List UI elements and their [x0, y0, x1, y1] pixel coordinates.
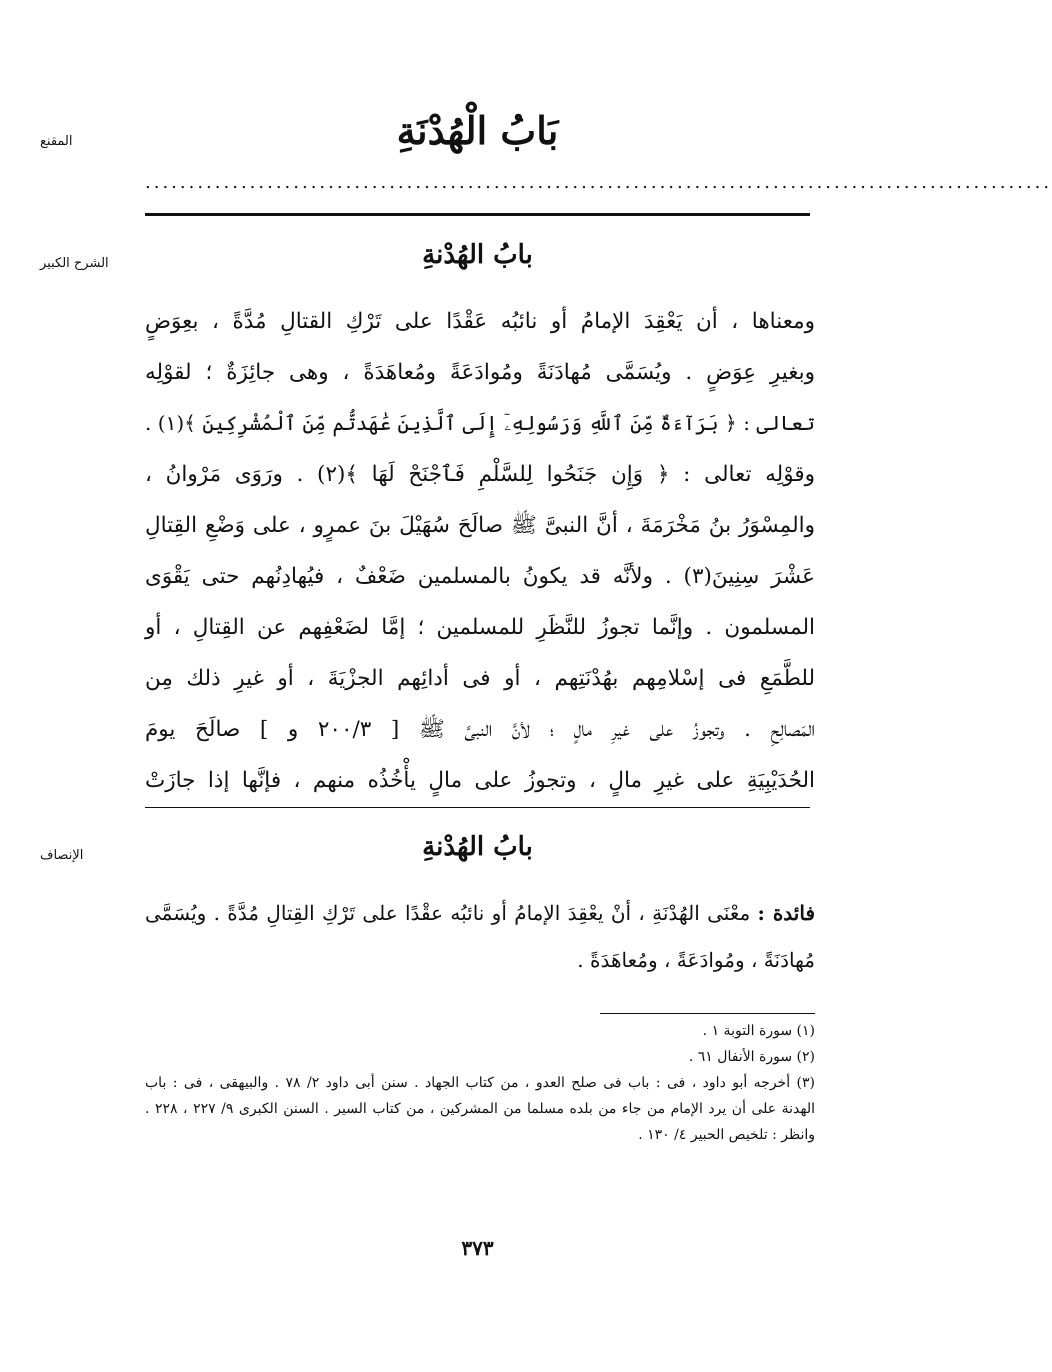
insaf-body — [145, 890, 815, 984]
section-divider-thin — [145, 807, 810, 808]
sharh-line: تعالى : ﴿ بَرَآءَةٌ مِّنَ ٱللَّهِ وَرَسُولِهِۦٓ إِلَى ٱلَّذِينَ عَٰهَدتُّم مِّنَ ٱلْمُشْرِكِينَ ﴾(١) . — [145, 411, 815, 435]
section-divider-thick — [145, 213, 810, 216]
footnote-divider — [600, 1013, 815, 1014]
footnotes — [145, 1018, 815, 1148]
insaf-line: مُهادَنَةً ، ومُوادَعَةً ، ومُعاهَدَةً . — [577, 948, 815, 972]
sharh-line: والمِسْوَرُ بنُ مَخْرَمَةَ ، أنَّ النبىَّ ﷺ صالَحَ سُهَيْلَ بنَ عمرٍو ، على وَضْعِ القِتالِ — [145, 513, 815, 538]
page-number: ٣٧٣ — [461, 1236, 494, 1260]
side-label-muqni: المقنع — [40, 134, 73, 149]
footnote: (٣) أخرجه أبو داود ، فى : باب فى صلح العدو ، من كتاب الجهاد . سنن أبى داود ٢/ ٧٨ . والبيهقى ، فى : باب — [145, 1075, 815, 1091]
side-label-sharh: الشرح الكبير — [40, 256, 109, 271]
footnote: الهدنة على أن يرد الإمام من جاء من بلده مسلما من المشركين ، من كتاب السير . السنن الكبرى ٩/ ٢٢٧ ، ٢٢٨ . — [145, 1101, 815, 1117]
sharh-line: ومعناها ، أن يَعْقِدَ الإمامُ أو نائبُه عَقْدًا على تَرْكِ القتالِ مُدَّةً ، بعِوَضٍ — [145, 309, 815, 334]
sharh-body — [145, 296, 815, 806]
sharh-line: المَصالِحِ . وتجوزُ على غيرِ مالٍ ؛ لأنَّ النبىَّ ﷺ [ ٢٠٠/٣ و ] صالَحَ يومَ — [145, 717, 815, 742]
sharh-line: للطَّمَعِ فى إسْلامِهم بهُدْنَتِهم ، أو فى أدائِهم الجزْيَةَ ، أو غيرِ ذلك مِن — [145, 666, 815, 691]
chapter-title: بَابُ الْهُدْنَةِ — [396, 108, 559, 153]
insaf-section-title: بابُ الهُدْنةِ — [422, 832, 533, 862]
sharh-line: الحُدَيْبِيَةِ على غيرِ مالٍ ، وتجوزُ على مالٍ يأْخُذُه منهم ، فإنَّها إذا جازَتْ — [145, 768, 815, 793]
footnote: (٢) سورة الأنفال ٦١ . — [688, 1049, 815, 1065]
sharh-line: وبغيرِ عِوَضٍ . ويُسَمَّى مُهادَنَةً ومُوادَعَةً ومُعاهَدَةً ، وهى جائِزَةٌ ؛ لقوْلِه — [145, 360, 815, 385]
faida-label: فائدة : — [757, 901, 816, 925]
side-label-insaf: الإنصاف — [40, 848, 84, 863]
sharh-line: المسلمون . وإنَّما تجوزُ للنَّظَرِ للمسلمين ؛ إمَّا لضَعْفِهم عن القِتالِ ، أو — [145, 615, 815, 640]
insaf-line — [145, 890, 815, 937]
footnote: (١) سورة التوبة ١ . — [702, 1023, 815, 1039]
sharh-line: عَشْرَ سِنِينَ(٣) . ولأنَّه قد يكونُ بالمسلمين ضَعْفٌ ، فيُهادِنُهم حتى يَقْوَى — [145, 564, 815, 589]
sharh-line: وقوْلِه تعالى : ﴿ وَإِن جَنَحُوا لِلسَّلْمِ فَٱجْنَحْ لَهَا ﴾(٢) . ورَوَى مَرْوانُ ، — [145, 462, 815, 487]
sharh-section-title: بابُ الهُدْنةِ — [422, 240, 533, 270]
insaf-line-text: معْنَى الهُدْنَةِ ، أنْ يعْقِدَ الإمامُ أو نائبُه عقْدًا على تَرْكِ القِتالِ مُدَّةً . ويُسَمَّى — [145, 901, 751, 925]
dotted-divider: ........................................................................................................ — [145, 172, 1052, 193]
footnote: وانظر : تلخيص الحبير ٤/ ١٣٠ . — [638, 1127, 815, 1143]
